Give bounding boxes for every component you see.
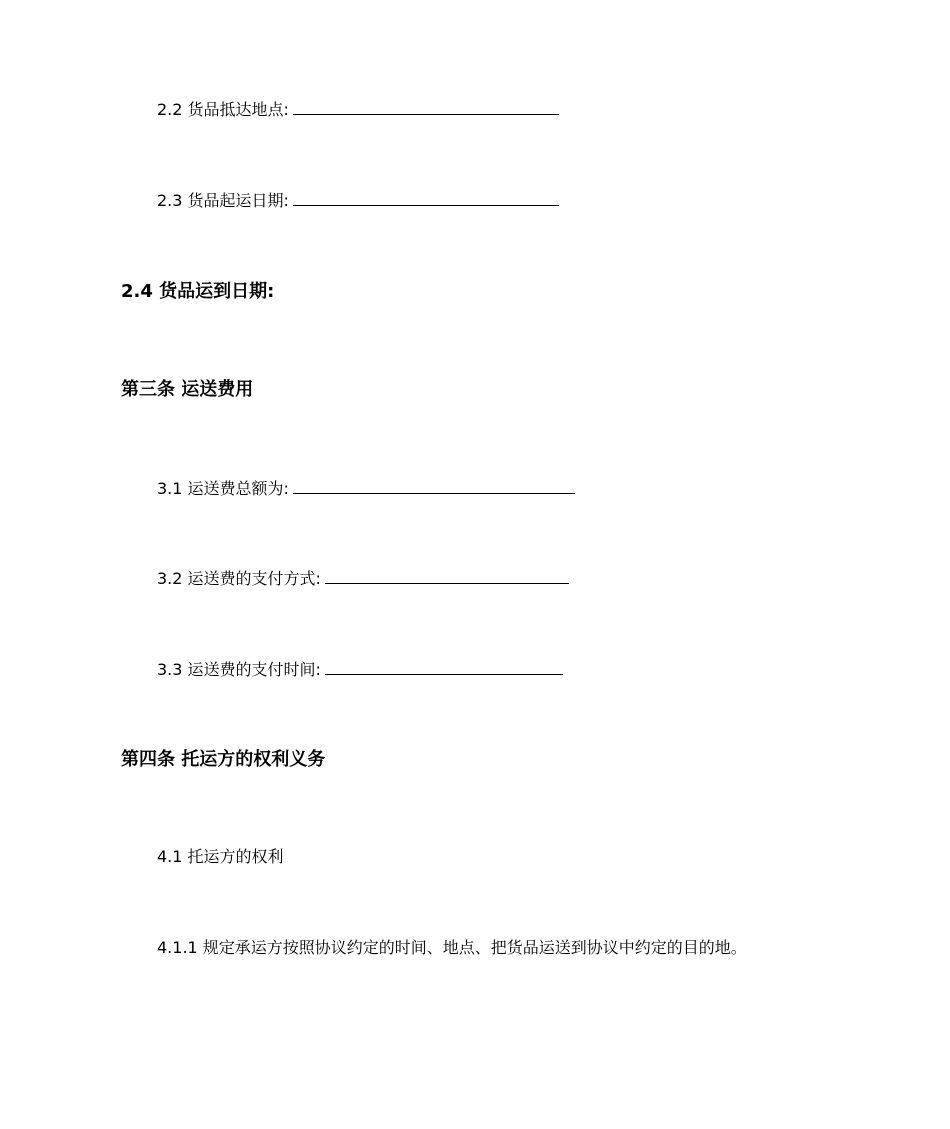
clause-2-3-departure-date — [157, 188, 559, 213]
clause-2-2-blank-field[interactable] — [293, 97, 559, 115]
clause-3-2-blank-field[interactable] — [325, 566, 569, 584]
clause-4-1-1-delivery-requirement — [157, 936, 747, 960]
clause-3-2-label: 3.2 运送费的支付方式: — [157, 569, 321, 588]
clause-4-1-1-text: 4.1.1 规定承运方按照协议约定的时间、地点、把货品运送到协议中约定的目的地。 — [157, 938, 747, 957]
clause-2-2-delivery-location — [157, 97, 559, 122]
clause-3-3-label: 3.3 运送费的支付时间: — [157, 660, 321, 679]
clause-3-1-blank-field[interactable] — [293, 476, 575, 494]
clause-3-3-blank-field[interactable] — [325, 657, 563, 675]
clause-3-1-label: 3.1 运送费总额为: — [157, 479, 289, 498]
article-3-title: 第三条 运送费用 — [121, 379, 254, 400]
clause-2-4-label: 2.4 货品运到日期: — [121, 281, 275, 302]
clause-2-3-blank-field[interactable] — [293, 188, 559, 206]
clause-2-3-label: 2.3 货品起运日期: — [157, 191, 289, 210]
clause-4-1-shipper-rights — [157, 845, 284, 869]
clause-2-2-label: 2.2 货品抵达地点: — [157, 100, 289, 119]
article-4-heading — [121, 748, 325, 772]
clause-3-3-payment-time — [157, 657, 563, 682]
article-4-title: 第四条 托运方的权利义务 — [121, 749, 326, 770]
clause-2-4-arrival-date — [121, 280, 274, 304]
clause-3-2-payment-method — [157, 566, 569, 591]
clause-3-1-total-fee — [157, 476, 575, 501]
clause-4-1-label: 4.1 托运方的权利 — [157, 847, 284, 866]
article-3-heading — [121, 378, 253, 402]
